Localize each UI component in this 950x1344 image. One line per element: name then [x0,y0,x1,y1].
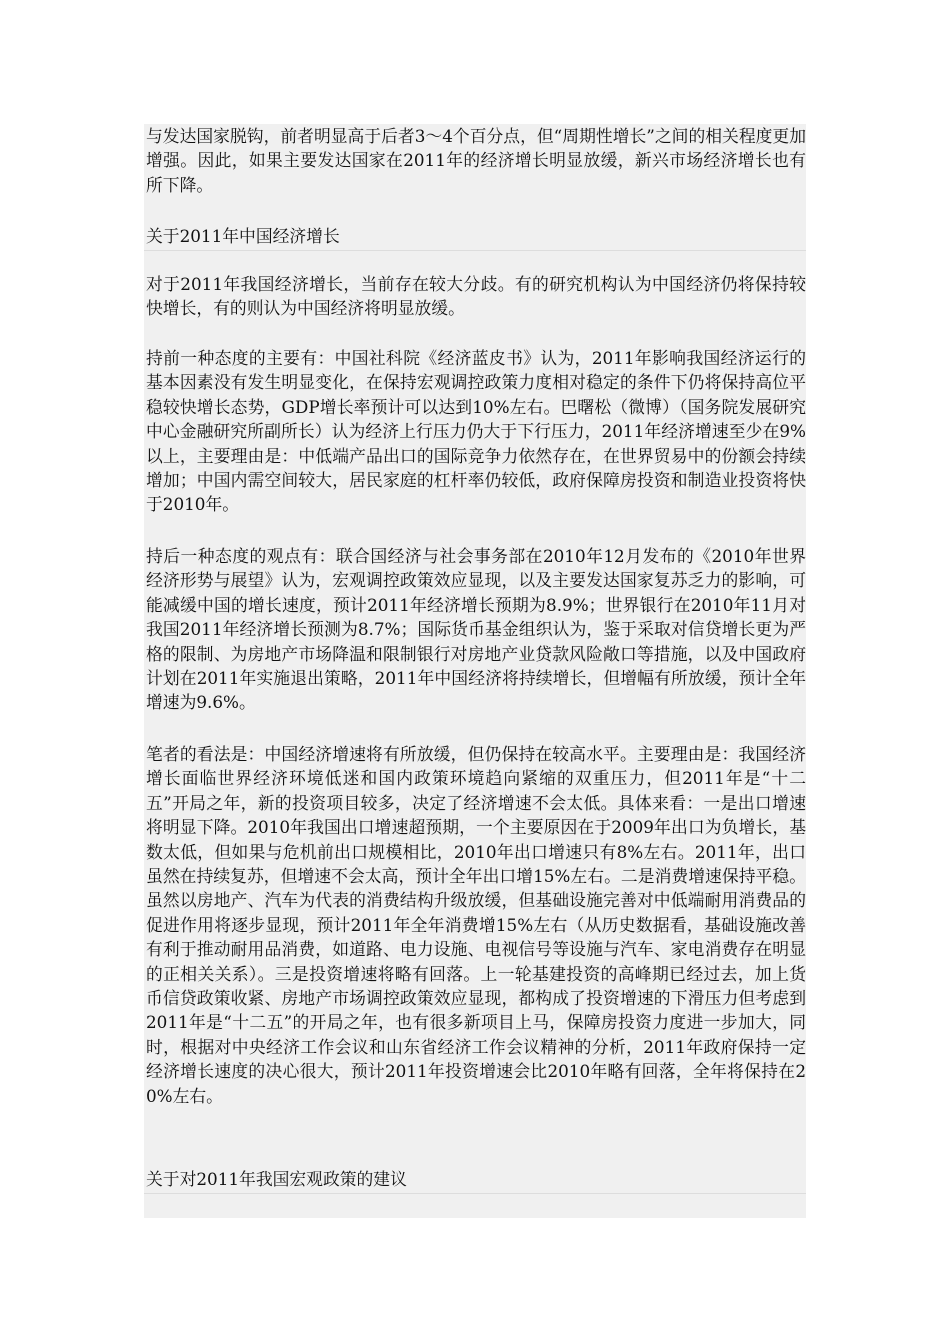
paragraph-divergence: 对于2011年我国经济增长，当前存在较大分歧。有的研究机构认为中国经济仍将保持较快增长，有的则认为中国经济将明显放缓。 [146,274,806,319]
section-heading-policy-suggestions: 关于对2011年我国宏观政策的建议 [146,1169,407,1189]
heading-divider [144,1193,806,1194]
paragraph-cautious-view: 持后一种态度的观点有：联合国经济与社会事务部在2010年12月发布的《2010年世界经济形势与展望》认为，宏观调控政策效应显现，以及主要发达国家复苏乏力的影响，可能减缓中国的增长速度，预计2011年经济增长预期为8.9%；世界银行在2010年11月对我国2011年经济增长预测为8.7%；国际货币基金组织认为，鉴于采取对信贷增长更为严格的限制、为房地产市场降温和限制银行对房地产业贷款风险敞口等措施，以及中国政府计划在2011年实施退出策略，2011年中国经济将持续增长，但增幅有所放缓，预计全年增速为9.6%。 [146,546,806,713]
paragraph-decoupling: 与发达国家脱钩，前者明显高于后者3～4个百分点，但“周期性增长”之间的相关程度更加增强。因此，如果主要发达国家在2011年的经济增长明显放缓，新兴市场经济增长也有所下降。 [146,126,806,195]
heading-divider [144,250,806,251]
document-text-column [144,124,806,1218]
paragraph-optimistic-view: 持前一种态度的主要有：中国社科院《经济蓝皮书》认为，2011年影响我国经济运行的基本因素没有发生明显变化，在保持宏观调控政策力度相对稳定的条件下仍将保持高位平稳较快增长态势，GDP增长率预计可以达到10%左右。巴曙松（微博）（国务院发展研究中心金融研究所副所长）认为经济上行压力仍大于下行压力，2011年经济增速至少在9%以上，主要理由是：中低端产品出口的国际竞争力依然存在，在世界贸易中的份额会持续增加；中国内需空间较大，居民家庭的杠杆率仍较低，政府保障房投资和制造业投资将快于2010年。 [146,348,806,515]
section-heading-china-growth: 关于2011年中国经济增长 [146,226,340,246]
paragraph-author-view: 笔者的看法是：中国经济增速将有所放缓，但仍保持在较高水平。主要理由是：我国经济增长面临世界经济环境低迷和国内政策环境趋向紧缩的双重压力，但2011年是“十二五”开局之年，新的投资项目较多，决定了经济增速不会太低。具体来看：一是出口增速将明显下降。2010年我国出口增速超预期，一个主要原因在于2009年出口为负增长，基数太低，但如果与危机前出口规模相比，2010年出口增速只有8%左右。2011年，出口虽然在持续复苏，但增速不会太高，预计全年出口增15%左右。二是消费增速保持平稳。虽然以房地产、汽车为代表的消费结构升级放缓，但基础设施完善对中低端耐用消费品的促进作用将逐步显现，预计2011年全年消费增15%左右（从历史数据看，基础设施改善有利于推动耐用品消费，如道路、电力设施、电视信号等设施与汽车、家电消费存在明显的正相关关系）。三是投资增速将略有回落。上一轮基建投资的高峰期已经过去，加上货币信贷政策收紧、房地产市场调控政策效应显现，都构成了投资增速的下滑压力但考虑到2011年是“十二五”的开局之年，也有很多新项目上马，保障房投资力度进一步加大，同时，根据对中央经济工作会议和山东省经济工作会议精神的分析，2011年政府保持一定经济增长速度的决心很大，预计2011年投资增速会比2010年略有回落，全年将保持在20%左右。 [146,744,806,1106]
